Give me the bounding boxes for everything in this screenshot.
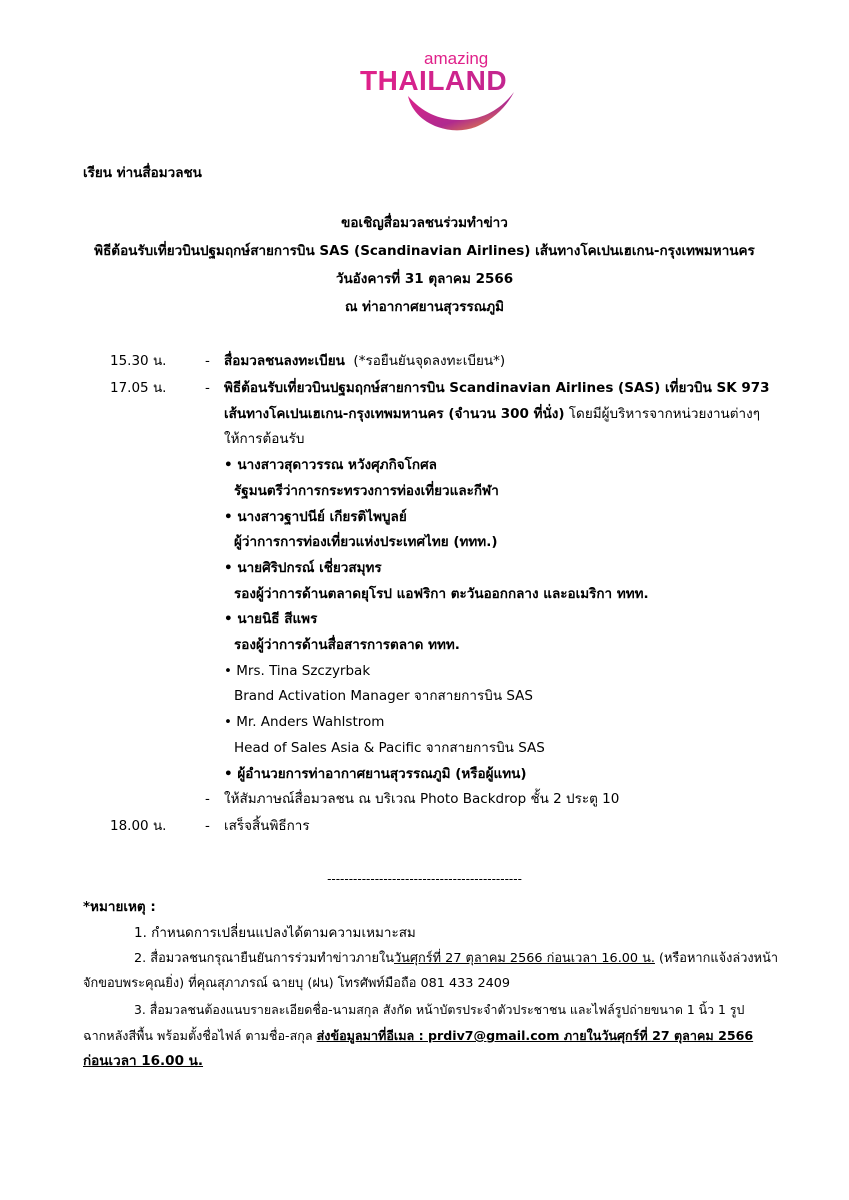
interview-dash: - [205, 791, 210, 807]
person-2-title: ผู้ว่าการการท่องเที่ยวแห่งประเทศไทย (ททท.) [234, 534, 498, 550]
schedule-dash-1: - [205, 353, 210, 369]
person-3-name: • นายศิริปกรณ์ เชี่ยวสมุทร [224, 560, 382, 576]
notes-heading: *หมายเหตุ : [83, 899, 156, 915]
schedule-time-1: 15.30 น. [110, 353, 167, 369]
salutation: เรียน ท่านสื่อมวลชน [83, 165, 202, 181]
person-1-name: • นางสาวสุดาวรรณ หวังศุภกิจโกศล [224, 457, 437, 473]
note-3-line-1: 3. สื่อมวลชนต้องแนบรายละเอียดชื่อ-นามสกุล สังกัด หน้าบัตรประจำตัวประชาชน และไฟล์รูปถ่ายขนาด 1 นิ้ว 1 รูป [134, 1002, 745, 1017]
ceremony-route: เส้นทางโคเปนเฮเกน-กรุงเทพมหานคร (จำนวน 300 ที่นั่ง) [224, 406, 565, 422]
person-3-title: รองผู้ว่าการด้านตลาดยุโรป แอฟริกา ตะวันออกกลาง และอเมริกา ททท. [234, 586, 649, 602]
person-4-title: รองผู้ว่าการด้านสื่อสารการตลาด ททท. [234, 637, 460, 653]
ceremony-line-2 [224, 405, 760, 423]
registration-title: สื่อมวลชนลงทะเบียน [224, 353, 345, 369]
schedule-time-2: 17.05 น. [110, 380, 167, 396]
ceremony-line-3: ให้การต้อนรับ [224, 431, 305, 447]
person-5-name: • Mrs. Tina Szczyrbak [224, 663, 371, 679]
note-3-line-2: ฉากหลังสีพื้น พร้อมตั้งชื่อไฟล์ ตามชื่อ-สกุล ส่งข้อมูลมาที่อีเมล : prdiv7@gmail.com ภายในวันศุกร์ที่ 27 ตุลาคม 2566 [83, 1028, 754, 1043]
person-1-title: รัฐมนตรีว่าการกระทรวงการท่องเที่ยวและกีฬา [234, 483, 499, 499]
ceremony-hosts: โดยมีผู้บริหารจากหน่วยงานต่างๆ [564, 406, 760, 422]
ceremony-line-1: พิธีต้อนรับเที่ยวบินปฐมฤกษ์สายการบิน Scandinavian Airlines (SAS) เที่ยวบิน SK 973 [224, 380, 770, 396]
schedule-registration [224, 352, 505, 370]
note-1: 1. กำหนดการเปลี่ยนแปลงได้ตามความเหมาะสม [134, 925, 416, 941]
schedule-dash-2: - [205, 380, 210, 396]
note-2-deadline: วันศุกร์ที่ 27 ตุลาคม 2566 ก่อนเวลา 16.00 น. [394, 951, 655, 966]
heading-line-3: วันอังคารที่ 31 ตุลาคม 2566 [335, 271, 514, 287]
person-5-title: Brand Activation Manager จากสายการบิน SAS [234, 688, 533, 704]
schedule-dash-3: - [205, 818, 210, 834]
svg-text:THAILAND: THAILAND [360, 65, 508, 96]
interview-text: ให้สัมภาษณ์สื่อมวลชน ณ บริเวณ Photo Backdrop ชั้น 2 ประตู 10 [224, 791, 620, 807]
note-3-line-3: ก่อนเวลา 16.00 น. [83, 1053, 204, 1069]
registration-note: (*รอยืนยันจุดลงทะเบียน*) [353, 353, 506, 369]
svg-text:amazing: amazing [424, 49, 489, 68]
note-3-email: ส่งข้อมูลมาที่อีเมล : prdiv7@gmail.com ภายในวันศุกร์ที่ 27 ตุลาคม 2566 [316, 1028, 754, 1043]
note-2-line-2: จักขอบพระคุณยิ่ง) ที่คุณสุภาภรณ์ ฉายบุ (ฝน) โทรศัพท์มือถือ 081 433 2409 [83, 976, 511, 991]
person-4-name: • นายนิธี สีแพร [224, 611, 318, 627]
person-6-name: • Mr. Anders Wahlstrom [224, 714, 385, 730]
divider: --------------------------------------------- [327, 872, 522, 886]
note-2-line-1: 2. สื่อมวลชนกรุณายืนยันการร่วมทำข่าวภายในวันศุกร์ที่ 27 ตุลาคม 2566 ก่อนเวลา 16.00 น. (หรือหากแจ้งล่วงหน้า [134, 951, 779, 966]
heading-line-1: ขอเชิญสื่อมวลชนร่วมทำข่าว [341, 215, 508, 231]
closing-text: เสร็จสิ้นพิธีการ [224, 818, 310, 834]
person-7-name: • ผู้อำนวยการท่าอากาศยานสุวรรณภูมิ (หรือผู้แทน) [224, 766, 527, 782]
heading-line-4: ณ ท่าอากาศยานสุวรรณภูมิ [344, 299, 505, 315]
person-2-name: • นางสาวฐาปนีย์ เกียรติไพบูลย์ [224, 509, 407, 525]
amazing-thailand-logo [356, 44, 526, 140]
schedule-time-3: 18.00 น. [110, 818, 167, 834]
heading-line-2: พิธีต้อนรับเที่ยวบินปฐมฤกษ์สายการบิน SAS (Scandinavian Airlines) เส้นทางโคเปนเฮเกน-กรุงเทพมหานคร [94, 243, 755, 259]
person-6-title: Head of Sales Asia & Pacific จากสายการบิน SAS [234, 740, 545, 756]
